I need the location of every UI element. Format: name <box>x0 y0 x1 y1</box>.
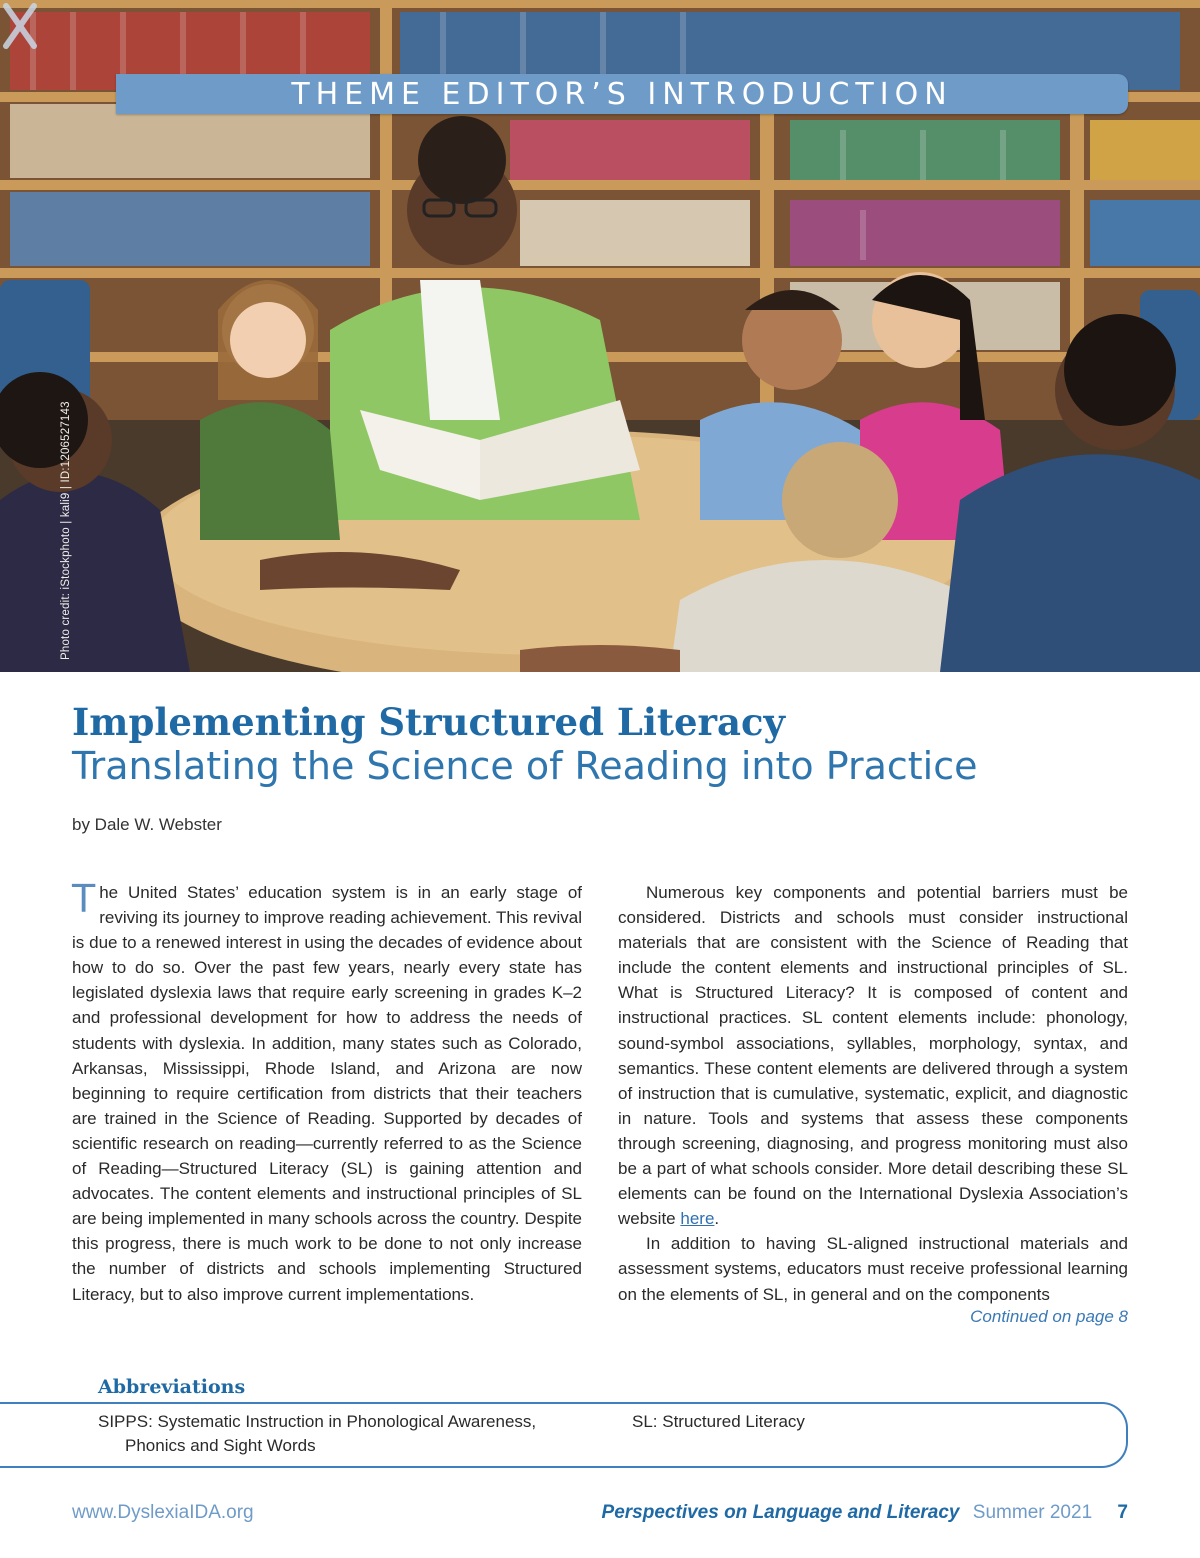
ida-website-link[interactable]: here <box>680 1209 715 1229</box>
section-banner-label: THEME EDITOR’S INTRODUCTION <box>291 77 953 112</box>
abbreviations-heading: Abbreviations <box>98 1376 246 1398</box>
page-number: 7 <box>1117 1502 1128 1523</box>
abbreviation-sipps <box>98 1410 588 1458</box>
paragraph-period: . <box>714 1209 720 1229</box>
article-subtitle: Translating the Science of Reading into Practice <box>72 744 978 788</box>
article-byline: by Dale W. Webster <box>72 815 222 834</box>
article-title: Implementing Structured Literacy <box>72 700 786 744</box>
body-paragraph <box>72 877 582 1307</box>
paragraph-text: Numerous key components and potential barriers must be considered. Districts and schools must consider instructional materials that are consistent with the Science of Reading that include the content elements and instructional principles of SL. What is Structured Literacy? It is composed of content and instructional practices. SL content elements include: phonology, sound-symbol associations, syllables, morphology, syntax, and semantics. These content elements are delivered through a system of instruction that is cumulative, systematic, explicit, and diagnostic in nature. Tools and systems that assess these components through screening, diagnosing, and progress monitoring must also be a part of what schools consider. More detail describing these SL elements can be found on the International Dyslexia Association’s website <box>618 883 1128 1229</box>
footer-publication <box>602 1502 1128 1524</box>
body-paragraph <box>618 1231 1128 1306</box>
paragraph-text: he United States’ education system is in an early stage of reviving its journey to improve reading achievement. This revival is due to a renewed interest in using the decades of evidence about how to do so. Over the past few years, nearly every state has legislated dyslexia laws that require early screening in grades K–2 and professional development for how to address the needs of students with dyslexia. In addition, many states such as Colorado, Arkansas, Mississippi, Rhode Island, and Arizona are now beginning to require certification from districts that their teachers are trained in the Science of Reading. Supported by decades of scientific research on reading—currently referred to as the Science of Reading—Structured Literacy (SL) is gaining attention and advocates. The content elements and instructional principles of SL are being implemented in many schools across the country. Despite this progress, there is much work to be done to not only increase the number of districts and schools implementing Structured Literacy, but to also improve current implementations. <box>72 883 582 1304</box>
footer-journal-name: Perspectives on Language and Literacy <box>601 1502 960 1523</box>
paragraph-text: In addition to having SL-aligned instructional materials and assessment systems, educators must receive professional learning on the elements of SL, in general and on the components <box>618 1234 1128 1304</box>
abbreviation-sl: SL: Structured Literacy <box>632 1412 805 1431</box>
drop-cap: T <box>72 877 96 921</box>
body-column-right <box>618 880 1128 1307</box>
abbreviation-sipps-line1: SIPPS: Systematic Instruction in Phonological Awareness, <box>98 1412 537 1431</box>
section-banner <box>116 74 1128 114</box>
photo-credit: Photo credit: iStockphoto | kali9 | ID:1206527143 <box>60 401 72 660</box>
footer-issue: Summer 2021 <box>972 1502 1093 1523</box>
footer-website-link[interactable]: www.DyslexiaIDA.org <box>72 1502 254 1523</box>
continued-note: Continued on page 8 <box>970 1307 1128 1326</box>
banner-decoration-icon <box>0 0 40 52</box>
hero-photo <box>0 0 1200 672</box>
body-paragraph <box>618 880 1128 1231</box>
body-column-left <box>72 877 582 1307</box>
abbreviation-sipps-line2: Phonics and Sight Words <box>125 1436 316 1455</box>
